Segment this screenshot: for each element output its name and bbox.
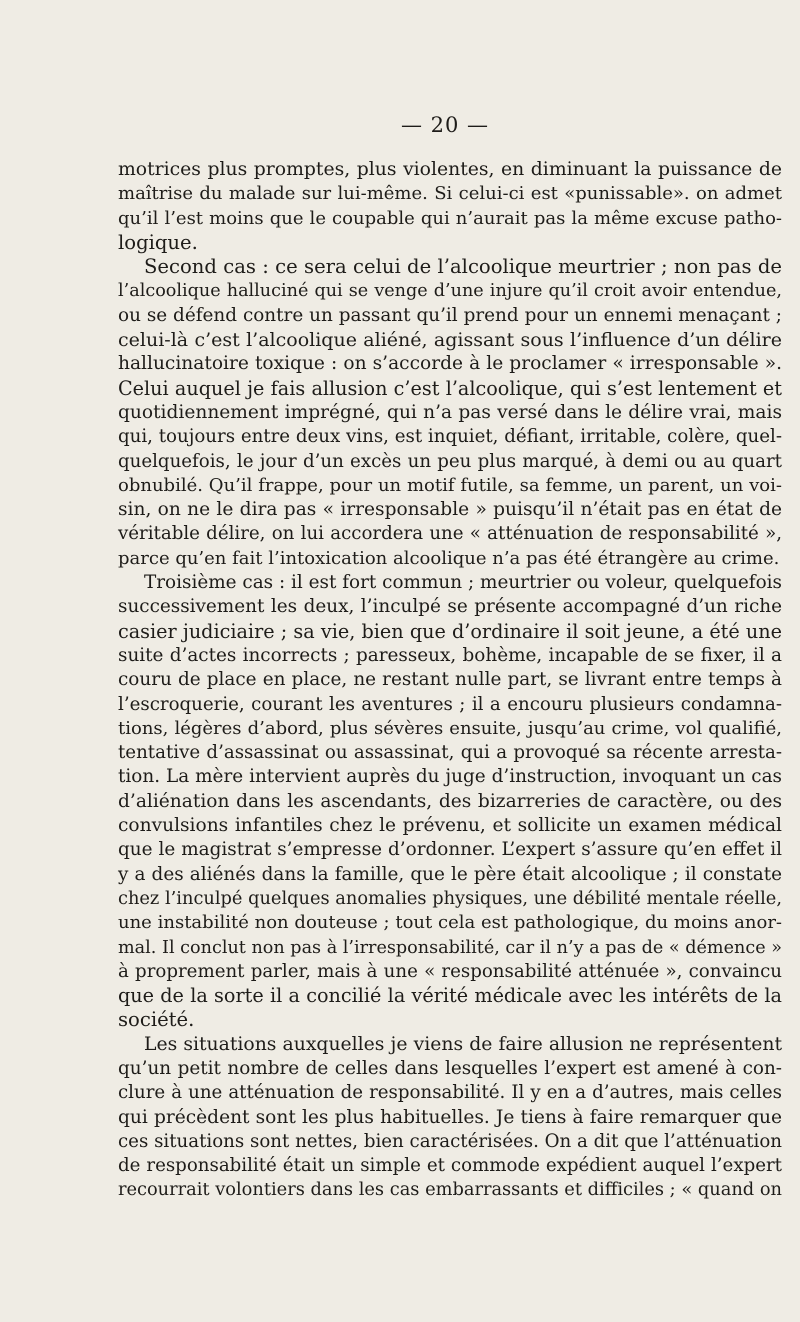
page-number: — 20 —: [400, 113, 490, 137]
text-line: d’aliénation dans les ascendants, des bizarreries de caractère, ou des: [118, 790, 782, 812]
text-line: véritable délire, on lui accordera une « atténuation de responsabilité »,: [118, 523, 782, 545]
text-line: recourrait volontiers dans les cas embarrassants et difficiles ; « quand on: [118, 1179, 782, 1201]
text-line: l’escroquerie, courant les aventures ; il a encouru plusieurs condamna-: [118, 693, 782, 715]
text-line: Second cas : ce sera celui de l’alcoolique meurtrier ; non pas de: [144, 255, 782, 279]
text-line: casier judiciaire ; sa vie, bien que d’ordinaire il soit jeune, a été une: [118, 619, 782, 643]
text-line: convulsions infantiles chez le prévenu, et sollicite un examen médical: [118, 815, 782, 837]
text-line: Les situations auxquelles je viens de faire allusion ne représentent: [144, 1033, 782, 1055]
text-line: couru de place en place, ne restant nulle part, se livrant entre temps à: [118, 669, 782, 691]
text-line: tion. La mère intervient auprès du juge d’instruction, invoquant un cas: [118, 766, 782, 788]
text-line: que le magistrat s’empresse d’ordonner. L’expert s’assure qu’en effet il: [118, 839, 782, 861]
text-line: chez l’inculpé quelques anomalies physiques, une débilité mentale réelle,: [118, 887, 782, 909]
text-line: qui précèdent sont les plus habituelles. Je tiens à faire remarquer que: [118, 1106, 782, 1128]
text-line: maîtrise du malade sur lui-même. Si celui-ci est «punissable». on admet: [118, 183, 782, 205]
text-line: sin, on ne le dira pas « irresponsable » puisqu’il n’était pas en état de: [118, 499, 782, 521]
text-line: à proprement parler, mais à une « responsabilité atténuée », convaincu: [118, 960, 782, 982]
text-line: quelquefois, le jour d’un excès un peu plus marqué, à demi ou au quart: [118, 450, 782, 472]
text-line: une instabilité non douteuse ; tout cela est pathologique, du moins anor-: [118, 912, 782, 934]
text-line: hallucinatoire toxique : on s’accorde à le proclamer « irresponsable ».: [118, 353, 782, 375]
body-text: [118, 158, 782, 1203]
text-line: quotidiennement imprégné, qui n’a pas versé dans le délire vrai, mais: [118, 401, 782, 423]
text-line: que de la sorte il a concilié la vérité médicale avec les intérêts de la: [118, 984, 782, 1008]
text-line: logique.: [118, 230, 198, 254]
text-line: Troisième cas : il est fort commun ; meurtrier ou voleur, quelquefois: [144, 572, 782, 594]
text-line: clure à une atténuation de responsabilité. Il y en a d’autres, mais celles: [118, 1082, 782, 1104]
text-line: ces situations sont nettes, bien caractérisées. On a dit que l’atténuation: [118, 1130, 782, 1152]
text-line: qu’il l’est moins que le coupable qui n’aurait pas la même excuse patho-: [118, 207, 782, 229]
text-line: de responsabilité était un simple et commode expédient auquel l’expert: [118, 1155, 782, 1177]
text-line: qui, toujours entre deux vins, est inquiet, défiant, irritable, colère, quel-: [118, 426, 782, 448]
text-line: ou se défend contre un passant qu’il prend pour un ennemi menaçant ;: [118, 304, 782, 326]
text-line: suite d’actes incorrects ; paresseux, bohème, incapable de se fixer, il a: [118, 644, 782, 666]
text-line: tions, légères d’abord, plus sévères ensuite, jusqu’au crime, vol qualifié,: [118, 717, 782, 739]
text-line: tentative d’assassinat ou assassinat, qui a provoqué sa récente arresta-: [118, 742, 782, 764]
text-line: successivement les deux, l’inculpé se présente accompagné d’un riche: [118, 596, 782, 618]
text-line: motrices plus promptes, plus violentes, en diminuant la puissance de: [118, 159, 782, 180]
text-line: obnubilé. Qu’il frappe, pour un motif futile, sa femme, un parent, un voi-: [118, 474, 782, 496]
text-line: parce qu’en fait l’intoxication alcoolique n’a pas été étrangère au crime.: [118, 547, 780, 569]
text-line: y a des aliénés dans la famille, que le père était alcoolique ; il constate: [118, 863, 782, 885]
text-line: qu’un petit nombre de celles dans lesquelles l’expert est amené à con-: [118, 1057, 782, 1079]
text-line: Celui auquel je fais allusion c’est l’alcoolique, qui s’est lentement et: [118, 376, 782, 400]
text-line: mal. Il conclut non pas à l’irresponsabilité, car il n’y a pas de « démence »: [118, 937, 782, 958]
text-line: l’alcoolique halluciné qui se venge d’une injure qu’il croit avoir entendue,: [118, 281, 782, 302]
text-line: celui-là c’est l’alcoolique aliéné, agissant sous l’influence d’un délire: [118, 329, 782, 352]
text-line: société.: [118, 1008, 195, 1032]
